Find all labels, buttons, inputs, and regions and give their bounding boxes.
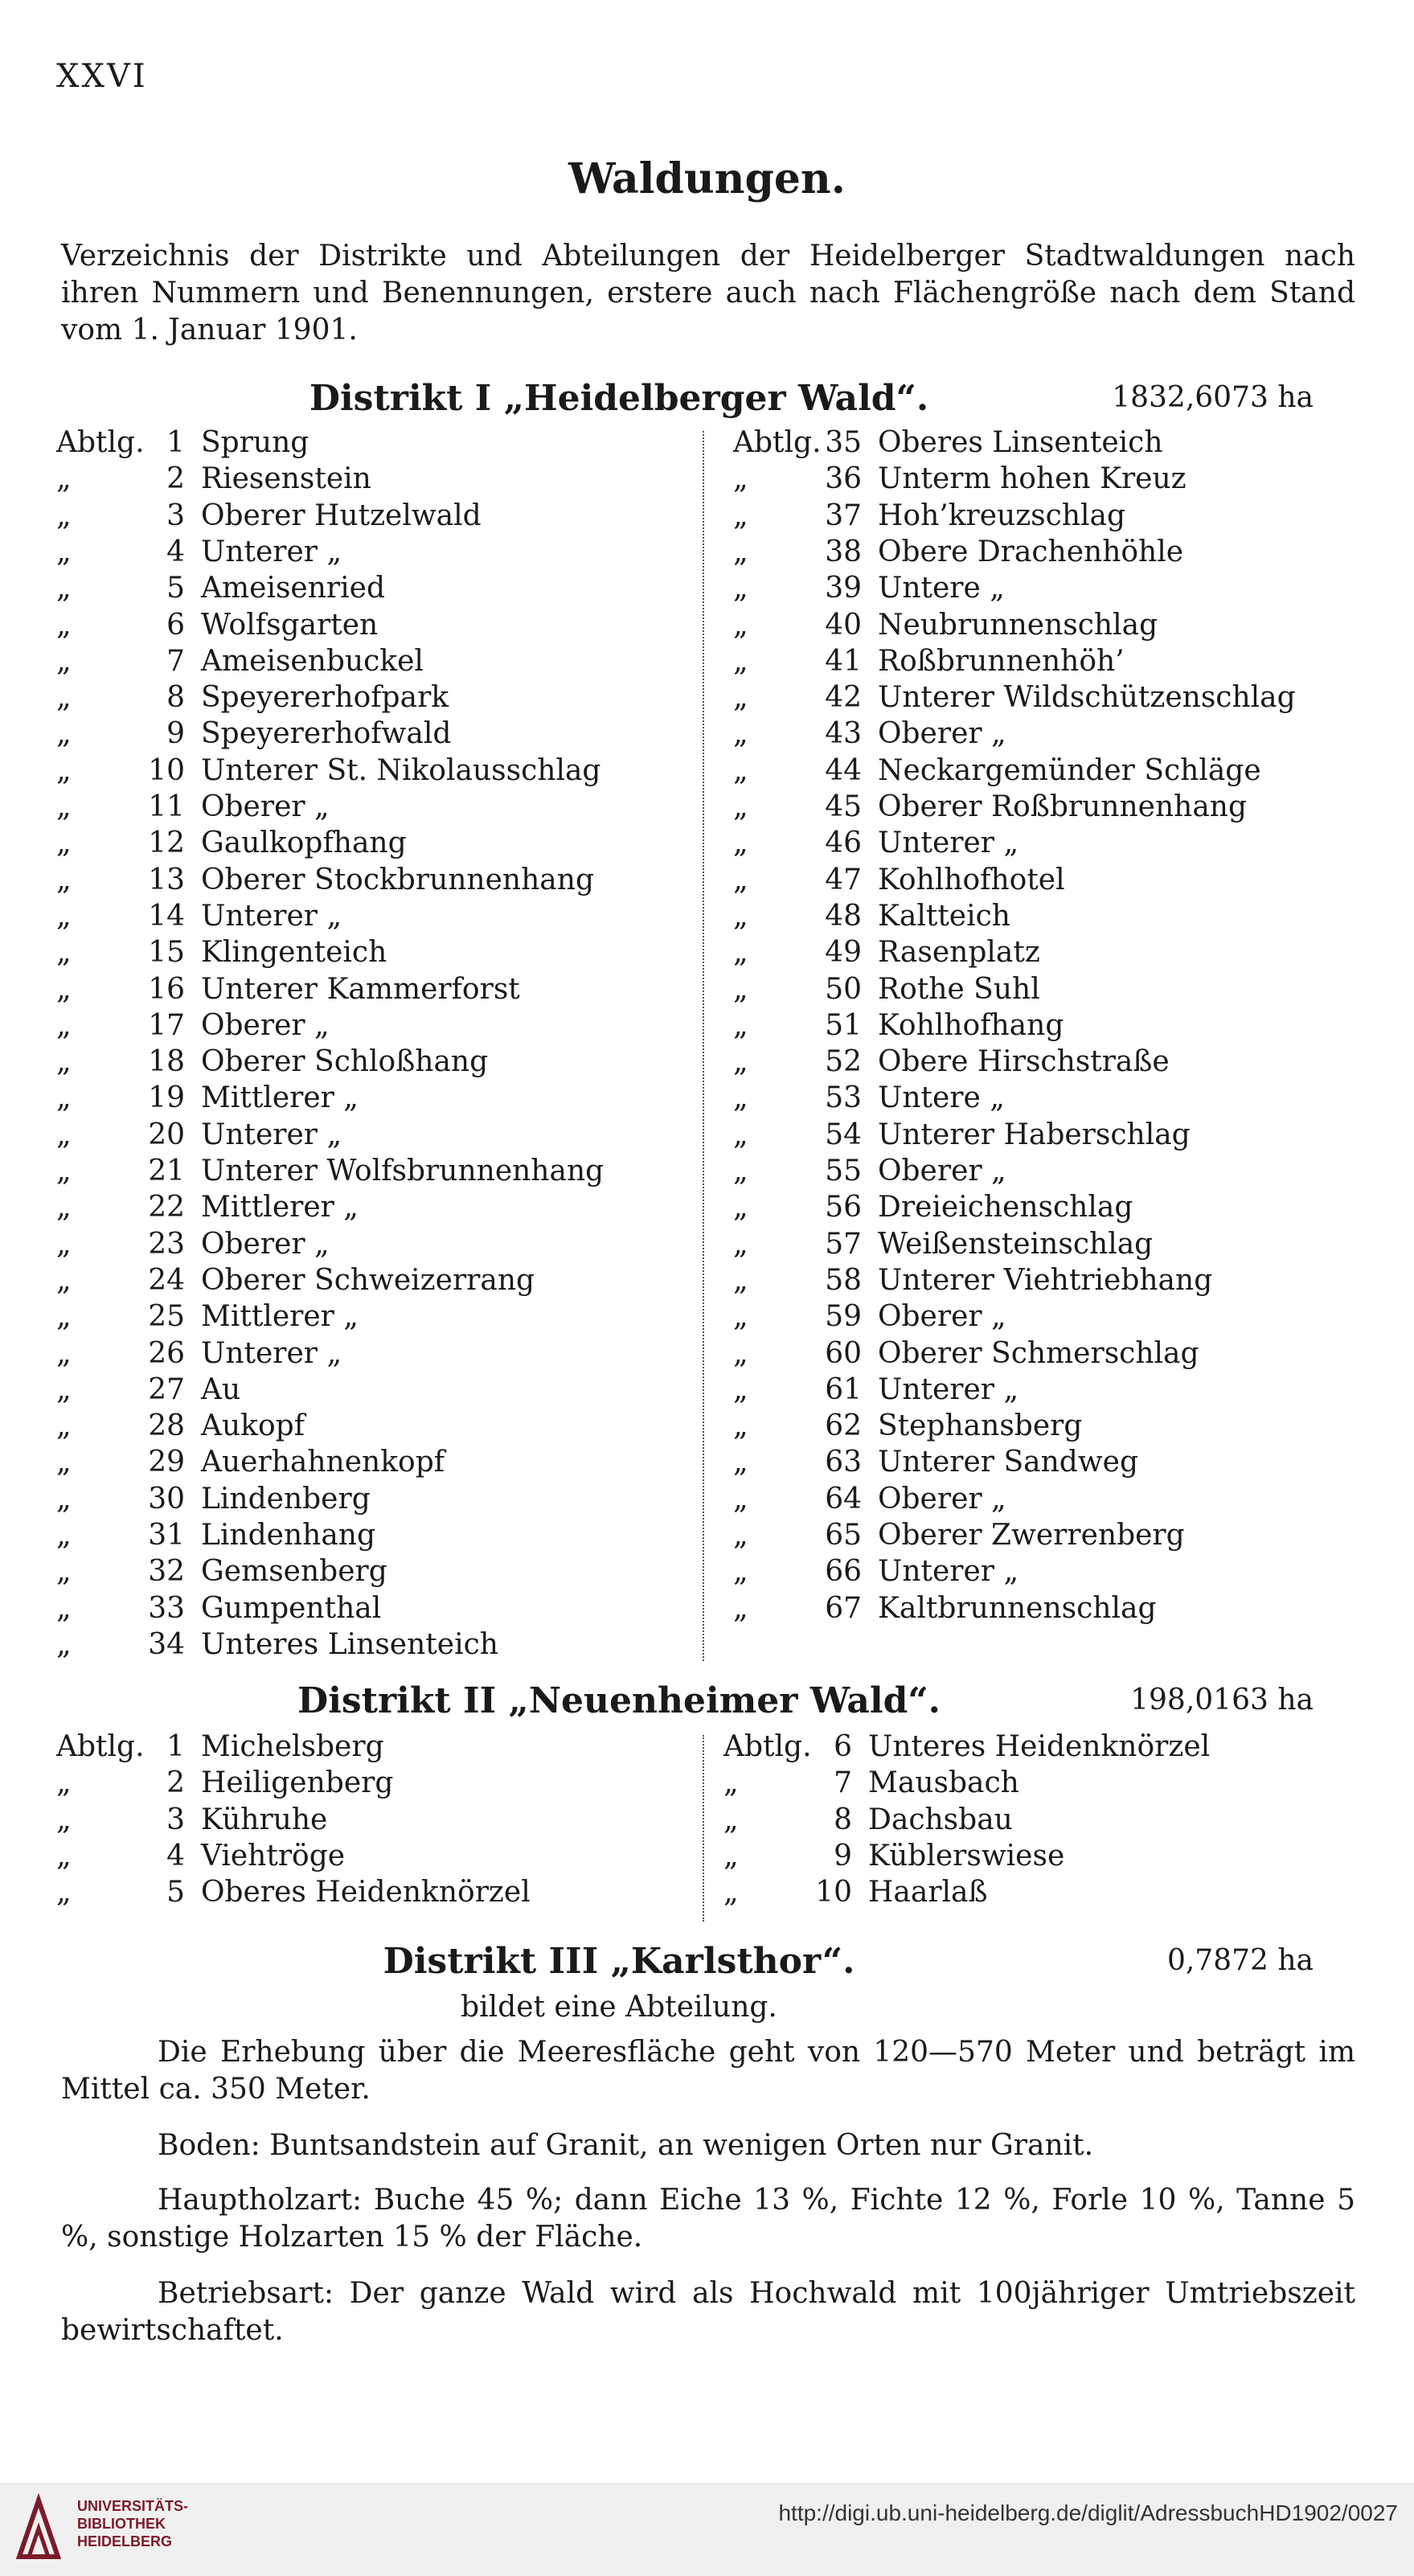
section-number: 26 — [148, 1336, 185, 1370]
section-name: Riesenstein — [201, 462, 371, 496]
section-name: Oberer „ — [878, 1482, 1006, 1516]
section-prefix: „ — [733, 681, 748, 715]
section-name: Unterer „ — [878, 1555, 1019, 1589]
section-prefix: „ — [56, 936, 72, 970]
section-prefix: „ — [56, 1191, 72, 1224]
section-name: Neckargemünder Schläge — [878, 753, 1261, 787]
district-3-note: bildet eine Abteilung. — [461, 1991, 777, 2024]
section-number: 9 — [166, 717, 185, 751]
section-number: 35 — [825, 426, 862, 459]
section-name: Au — [201, 1372, 241, 1406]
section-name: Michelsberg — [201, 1730, 384, 1763]
section-number: 9 — [834, 1839, 852, 1873]
section-prefix: „ — [56, 1008, 72, 1042]
section-prefix: „ — [56, 644, 72, 678]
section-number: 22 — [148, 1191, 185, 1224]
section-number: 46 — [825, 827, 862, 860]
section-name: Unteres Linsenteich — [201, 1627, 498, 1661]
section-prefix: „ — [733, 1263, 748, 1297]
section-name: Unterer „ — [201, 899, 342, 933]
section-name: Mittlerer „ — [201, 1300, 359, 1334]
section-prefix: „ — [733, 936, 748, 970]
section-name: Mittlerer „ — [201, 1191, 359, 1224]
district-3-heading — [48, 1941, 1314, 1983]
section-prefix: „ — [733, 863, 748, 896]
section-prefix: „ — [733, 1446, 748, 1479]
section-number: 59 — [825, 1300, 862, 1334]
section-number: 66 — [825, 1555, 862, 1589]
section-name: Kaltbrunnenschlag — [878, 1591, 1157, 1625]
section-name: Auerhahnenkopf — [201, 1446, 445, 1479]
section-prefix: „ — [56, 1118, 72, 1151]
section-name: Rasenplatz — [878, 936, 1040, 970]
section-number: 7 — [834, 1766, 852, 1800]
section-number: 65 — [825, 1519, 862, 1552]
column-divider — [703, 1735, 704, 1922]
section-name: Oberer Hutzelwald — [201, 498, 482, 532]
section-number: 21 — [148, 1155, 185, 1188]
section-name: Aukopf — [201, 1409, 305, 1443]
section-name: Unterer Sandweg — [878, 1446, 1138, 1479]
section-number: 63 — [825, 1446, 862, 1479]
section-name: Oberes Heidenknörzel — [201, 1876, 531, 1909]
section-name: Unterer Viehtriebhang — [878, 1263, 1213, 1297]
section-name: Oberer Stockbrunnenhang — [201, 863, 594, 896]
section-prefix: „ — [56, 1227, 72, 1261]
section-number: 55 — [825, 1155, 862, 1188]
section-number: 3 — [166, 1803, 185, 1836]
footer-bar — [0, 2483, 1414, 2576]
section-name: Kühruhe — [201, 1803, 328, 1836]
section-name: Kohlhofhang — [878, 1008, 1064, 1042]
section-prefix: „ — [723, 1839, 739, 1873]
district-1-area: 1832,6073 ha — [1112, 381, 1314, 414]
section-name: Speyererhofwald — [201, 717, 452, 751]
section-number: 17 — [148, 1008, 185, 1042]
section-prefix: „ — [56, 1300, 72, 1334]
district-3-name: Distrikt III „Karlsthor“. — [383, 1941, 855, 1982]
section-prefix: „ — [56, 1555, 72, 1589]
section-number: 10 — [148, 753, 185, 787]
library-logo-text — [77, 2497, 188, 2550]
section-name: Ameisenbuckel — [201, 644, 424, 678]
section-number: 14 — [148, 899, 185, 933]
section-prefix: „ — [733, 608, 748, 642]
section-name: Küblerswiese — [868, 1839, 1065, 1873]
section-prefix: „ — [56, 1766, 72, 1800]
section-prefix: „ — [733, 498, 748, 532]
section-number: 1 — [166, 1730, 185, 1763]
section-name: Lindenberg — [201, 1482, 371, 1516]
section-prefix: „ — [733, 1591, 748, 1625]
section-prefix: „ — [733, 972, 748, 1006]
section-number: 34 — [148, 1627, 185, 1661]
district-1-heading — [48, 378, 1314, 420]
section-number: 49 — [825, 936, 862, 970]
logo-line-2: BIBLIOTHEK — [77, 2516, 166, 2532]
section-name: Gemsenberg — [201, 1555, 387, 1589]
section-name: Oberer Schweizerrang — [201, 1263, 535, 1297]
management-paragraph: Betriebsart: Der ganze Wald wird als Hochwald mit 100jähriger Umtriebszeit bewirtschaftet. — [61, 2277, 1355, 2347]
section-name: Oberes Linsenteich — [878, 426, 1163, 459]
section-number: 50 — [825, 972, 862, 1006]
section-name: Speyererhofpark — [201, 681, 449, 715]
section-prefix: Abtlg. — [56, 426, 145, 459]
section-number: 60 — [825, 1336, 862, 1370]
section-name: Oberer „ — [878, 1300, 1006, 1334]
section-name: Unterer „ — [878, 827, 1019, 860]
section-number: 29 — [148, 1446, 185, 1479]
section-number: 54 — [825, 1118, 862, 1151]
section-number: 13 — [148, 863, 185, 896]
section-number: 10 — [815, 1876, 852, 1909]
section-number: 44 — [825, 753, 862, 787]
section-prefix: „ — [56, 863, 72, 896]
section-prefix: „ — [733, 1519, 748, 1552]
logo-line-3: HEIDELBERG — [77, 2533, 173, 2549]
section-number: 61 — [825, 1372, 862, 1406]
section-prefix: „ — [56, 1372, 72, 1406]
section-prefix: „ — [56, 827, 72, 860]
section-name: Weißensteinschlag — [878, 1227, 1154, 1261]
section-number: 48 — [825, 899, 862, 933]
district-2-area: 198,0163 ha — [1130, 1684, 1314, 1717]
section-name: Unterer Haberschlag — [878, 1118, 1191, 1151]
section-prefix: „ — [733, 827, 748, 860]
section-number: 40 — [825, 608, 862, 642]
section-name: Hoh’kreuzschlag — [878, 498, 1126, 532]
section-prefix: „ — [733, 899, 748, 933]
trees-paragraph: Hauptholzart: Buche 45 %; dann Eiche 13 %, Fichte 12 %, Forle 10 %, Tanne 5 %, sonstige Holzarten 15 % der Fläche. — [61, 2184, 1355, 2254]
section-name: Klingenteich — [201, 936, 387, 970]
section-prefix: „ — [56, 1839, 72, 1873]
section-prefix: „ — [733, 1118, 748, 1151]
section-number: 56 — [825, 1191, 862, 1224]
intro-text: Verzeichnis der Distrikte und Abteilungen der Heidelberger Stadtwaldungen nach ihren Nummern und Benennungen, erstere auch nach Flächengröße nach dem Stand vom 1. Januar 1901. — [61, 240, 1355, 347]
section-name: Mittlerer „ — [201, 1081, 359, 1115]
section-prefix: „ — [733, 1191, 748, 1224]
section-name: Roßbrunnenhöh’ — [878, 644, 1125, 678]
section-number: 45 — [825, 790, 862, 823]
section-name: Untere „ — [878, 572, 1005, 605]
section-prefix: „ — [733, 572, 748, 605]
section-prefix: „ — [56, 1336, 72, 1370]
page-title: Waldungen. — [568, 154, 846, 203]
section-prefix: Abtlg. — [56, 1730, 145, 1763]
elevation-paragraph: Die Erhebung über die Meeresfläche geht von 120—570 Meter und beträgt im Mittel ca. 350 Meter. — [61, 2036, 1355, 2106]
section-number: 8 — [834, 1803, 852, 1836]
section-prefix: „ — [56, 1081, 72, 1115]
section-number: 64 — [825, 1482, 862, 1516]
section-number: 2 — [166, 462, 185, 496]
section-prefix: „ — [733, 1482, 748, 1516]
section-number: 42 — [825, 681, 862, 715]
section-number: 3 — [166, 498, 185, 532]
section-prefix: „ — [733, 1409, 748, 1443]
district-2-heading — [48, 1680, 1314, 1722]
column-divider — [703, 431, 704, 1661]
section-prefix: „ — [56, 1446, 72, 1479]
section-prefix: „ — [723, 1876, 739, 1909]
section-prefix: „ — [733, 1336, 748, 1370]
section-name: Obere Hirschstraße — [878, 1045, 1170, 1079]
section-number: 36 — [825, 462, 862, 496]
section-prefix: „ — [733, 1300, 748, 1334]
section-prefix: „ — [56, 498, 72, 532]
section-prefix: „ — [56, 1803, 72, 1836]
section-number: 24 — [148, 1263, 185, 1297]
section-number: 12 — [148, 827, 185, 860]
section-prefix: „ — [56, 1155, 72, 1188]
section-number: 6 — [834, 1730, 852, 1763]
section-name: Oberer Roßbrunnenhang — [878, 790, 1248, 823]
section-number: 52 — [825, 1045, 862, 1079]
section-name: Unterer St. Nikolausschlag — [201, 753, 601, 787]
section-prefix: „ — [733, 1008, 748, 1042]
section-number: 18 — [148, 1045, 185, 1079]
section-number: 37 — [825, 498, 862, 532]
section-number: 5 — [166, 572, 185, 605]
section-prefix: „ — [56, 1591, 72, 1625]
section-name: Unterer „ — [201, 535, 342, 568]
soil-paragraph: Boden: Buntsandstein auf Granit, an wenigen Orten nur Granit. — [158, 2129, 1094, 2162]
section-prefix: „ — [56, 972, 72, 1006]
section-prefix: Abtlg. — [723, 1730, 812, 1763]
section-name: Rothe Suhl — [878, 972, 1040, 1006]
section-number: 2 — [166, 1766, 185, 1800]
section-name: Ameisenried — [201, 572, 385, 605]
section-prefix: „ — [733, 790, 748, 823]
section-number: 32 — [148, 1555, 185, 1589]
section-number: 6 — [166, 608, 185, 642]
section-number: 41 — [825, 644, 862, 678]
section-number: 16 — [148, 972, 185, 1006]
section-prefix: „ — [56, 608, 72, 642]
section-number: 5 — [166, 1876, 185, 1909]
district-3-area: 0,7872 ha — [1166, 1944, 1314, 1977]
section-number: 38 — [825, 535, 862, 568]
section-prefix: „ — [723, 1766, 739, 1800]
district-2-name: Distrikt II „Neuenheimer Wald“. — [297, 1680, 941, 1721]
section-name: Oberer „ — [201, 790, 330, 823]
section-prefix: „ — [56, 790, 72, 823]
page-number: XXVI — [56, 58, 148, 95]
section-name: Gaulkopfhang — [201, 827, 407, 860]
section-prefix: „ — [733, 1555, 748, 1589]
section-prefix: „ — [56, 1045, 72, 1079]
section-prefix: „ — [733, 1227, 748, 1261]
section-name: Obere Drachenhöhle — [878, 535, 1184, 568]
section-prefix: „ — [56, 1409, 72, 1443]
section-name: Oberer Schloßhang — [201, 1045, 489, 1079]
section-number: 39 — [825, 572, 862, 605]
section-prefix: „ — [56, 753, 72, 787]
section-name: Unteres Heidenknörzel — [868, 1730, 1211, 1763]
section-prefix: „ — [733, 717, 748, 751]
section-number: 33 — [148, 1591, 185, 1625]
section-name: Wolfsgarten — [201, 608, 379, 642]
section-name: Oberer „ — [878, 717, 1006, 751]
section-prefix: „ — [733, 1372, 748, 1406]
section-prefix: „ — [733, 535, 748, 568]
section-name: Gumpenthal — [201, 1591, 382, 1625]
section-number: 4 — [166, 1839, 185, 1873]
section-number: 7 — [166, 644, 185, 678]
section-number: 23 — [148, 1227, 185, 1261]
section-prefix: Abtlg. — [733, 426, 822, 459]
section-prefix: „ — [733, 1155, 748, 1188]
section-name: Unterer „ — [878, 1372, 1019, 1406]
section-number: 47 — [825, 863, 862, 896]
section-name: Sprung — [201, 426, 309, 459]
section-prefix: „ — [56, 1482, 72, 1516]
district-1-name: Distrikt I „Heidelberger Wald“. — [309, 378, 929, 419]
section-prefix: „ — [56, 462, 72, 496]
section-number: 27 — [148, 1372, 185, 1406]
section-number: 4 — [166, 535, 185, 568]
section-prefix: „ — [56, 1627, 72, 1661]
section-name: Oberer „ — [878, 1155, 1006, 1188]
section-name: Unterm hohen Kreuz — [878, 462, 1187, 496]
section-number: 62 — [825, 1409, 862, 1443]
section-name: Dreieichenschlag — [878, 1191, 1133, 1224]
section-name: Oberer Zwerrenberg — [878, 1519, 1185, 1552]
section-prefix: „ — [56, 899, 72, 933]
section-name: Unterer „ — [201, 1336, 342, 1370]
logo-line-1: UNIVERSITÄTS- — [77, 2498, 189, 2514]
section-prefix: „ — [56, 535, 72, 568]
section-number: 31 — [148, 1519, 185, 1552]
section-name: Kaltteich — [878, 899, 1010, 933]
section-name: Oberer Schmerschlag — [878, 1336, 1199, 1370]
section-number: 57 — [825, 1227, 862, 1261]
section-prefix: „ — [56, 572, 72, 605]
section-name: Haarlaß — [868, 1876, 988, 1909]
section-prefix: „ — [56, 1263, 72, 1297]
section-name: Stephansberg — [878, 1409, 1083, 1443]
section-name: Unterer Wolfsbrunnenhang — [201, 1155, 605, 1188]
section-prefix: „ — [56, 1519, 72, 1552]
section-number: 28 — [148, 1409, 185, 1443]
section-prefix: „ — [733, 1045, 748, 1079]
section-number: 15 — [148, 936, 185, 970]
section-prefix: „ — [733, 1081, 748, 1115]
section-name: Oberer „ — [201, 1227, 330, 1261]
section-number: 53 — [825, 1081, 862, 1115]
section-number: 58 — [825, 1263, 862, 1297]
section-name: Unterer „ — [201, 1118, 342, 1151]
section-number: 19 — [148, 1081, 185, 1115]
section-name: Viehtröge — [201, 1839, 346, 1873]
section-name: Heiligenberg — [201, 1766, 394, 1800]
section-name: Neubrunnenschlag — [878, 608, 1158, 642]
section-number: 67 — [825, 1591, 862, 1625]
section-number: 30 — [148, 1482, 185, 1516]
section-prefix: „ — [733, 644, 748, 678]
section-prefix: „ — [56, 1876, 72, 1909]
section-number: 51 — [825, 1008, 862, 1042]
source-url-link[interactable]: http://digi.ub.uni-heidelberg.de/diglit/AdressbuchHD1902/0027 — [778, 2500, 1398, 2525]
section-prefix: „ — [56, 717, 72, 751]
section-name: Kohlhofhotel — [878, 863, 1065, 896]
section-name: Untere „ — [878, 1081, 1005, 1115]
section-prefix: „ — [733, 753, 748, 787]
section-number: 43 — [825, 717, 862, 751]
section-number: 8 — [166, 681, 185, 715]
section-prefix: „ — [723, 1803, 739, 1836]
section-name: Lindenhang — [201, 1519, 376, 1552]
section-name: Oberer „ — [201, 1008, 330, 1042]
section-number: 20 — [148, 1118, 185, 1151]
section-name: Unterer Wildschützenschlag — [878, 681, 1296, 715]
section-number: 25 — [148, 1300, 185, 1334]
section-number: 11 — [148, 790, 185, 823]
section-number: 1 — [166, 426, 185, 459]
section-prefix: „ — [56, 681, 72, 715]
section-name: Dachsbau — [868, 1803, 1013, 1836]
section-name: Mausbach — [868, 1766, 1019, 1800]
library-logo-icon — [13, 2492, 64, 2565]
section-name: Unterer Kammerforst — [201, 972, 520, 1006]
section-prefix: „ — [733, 462, 748, 496]
